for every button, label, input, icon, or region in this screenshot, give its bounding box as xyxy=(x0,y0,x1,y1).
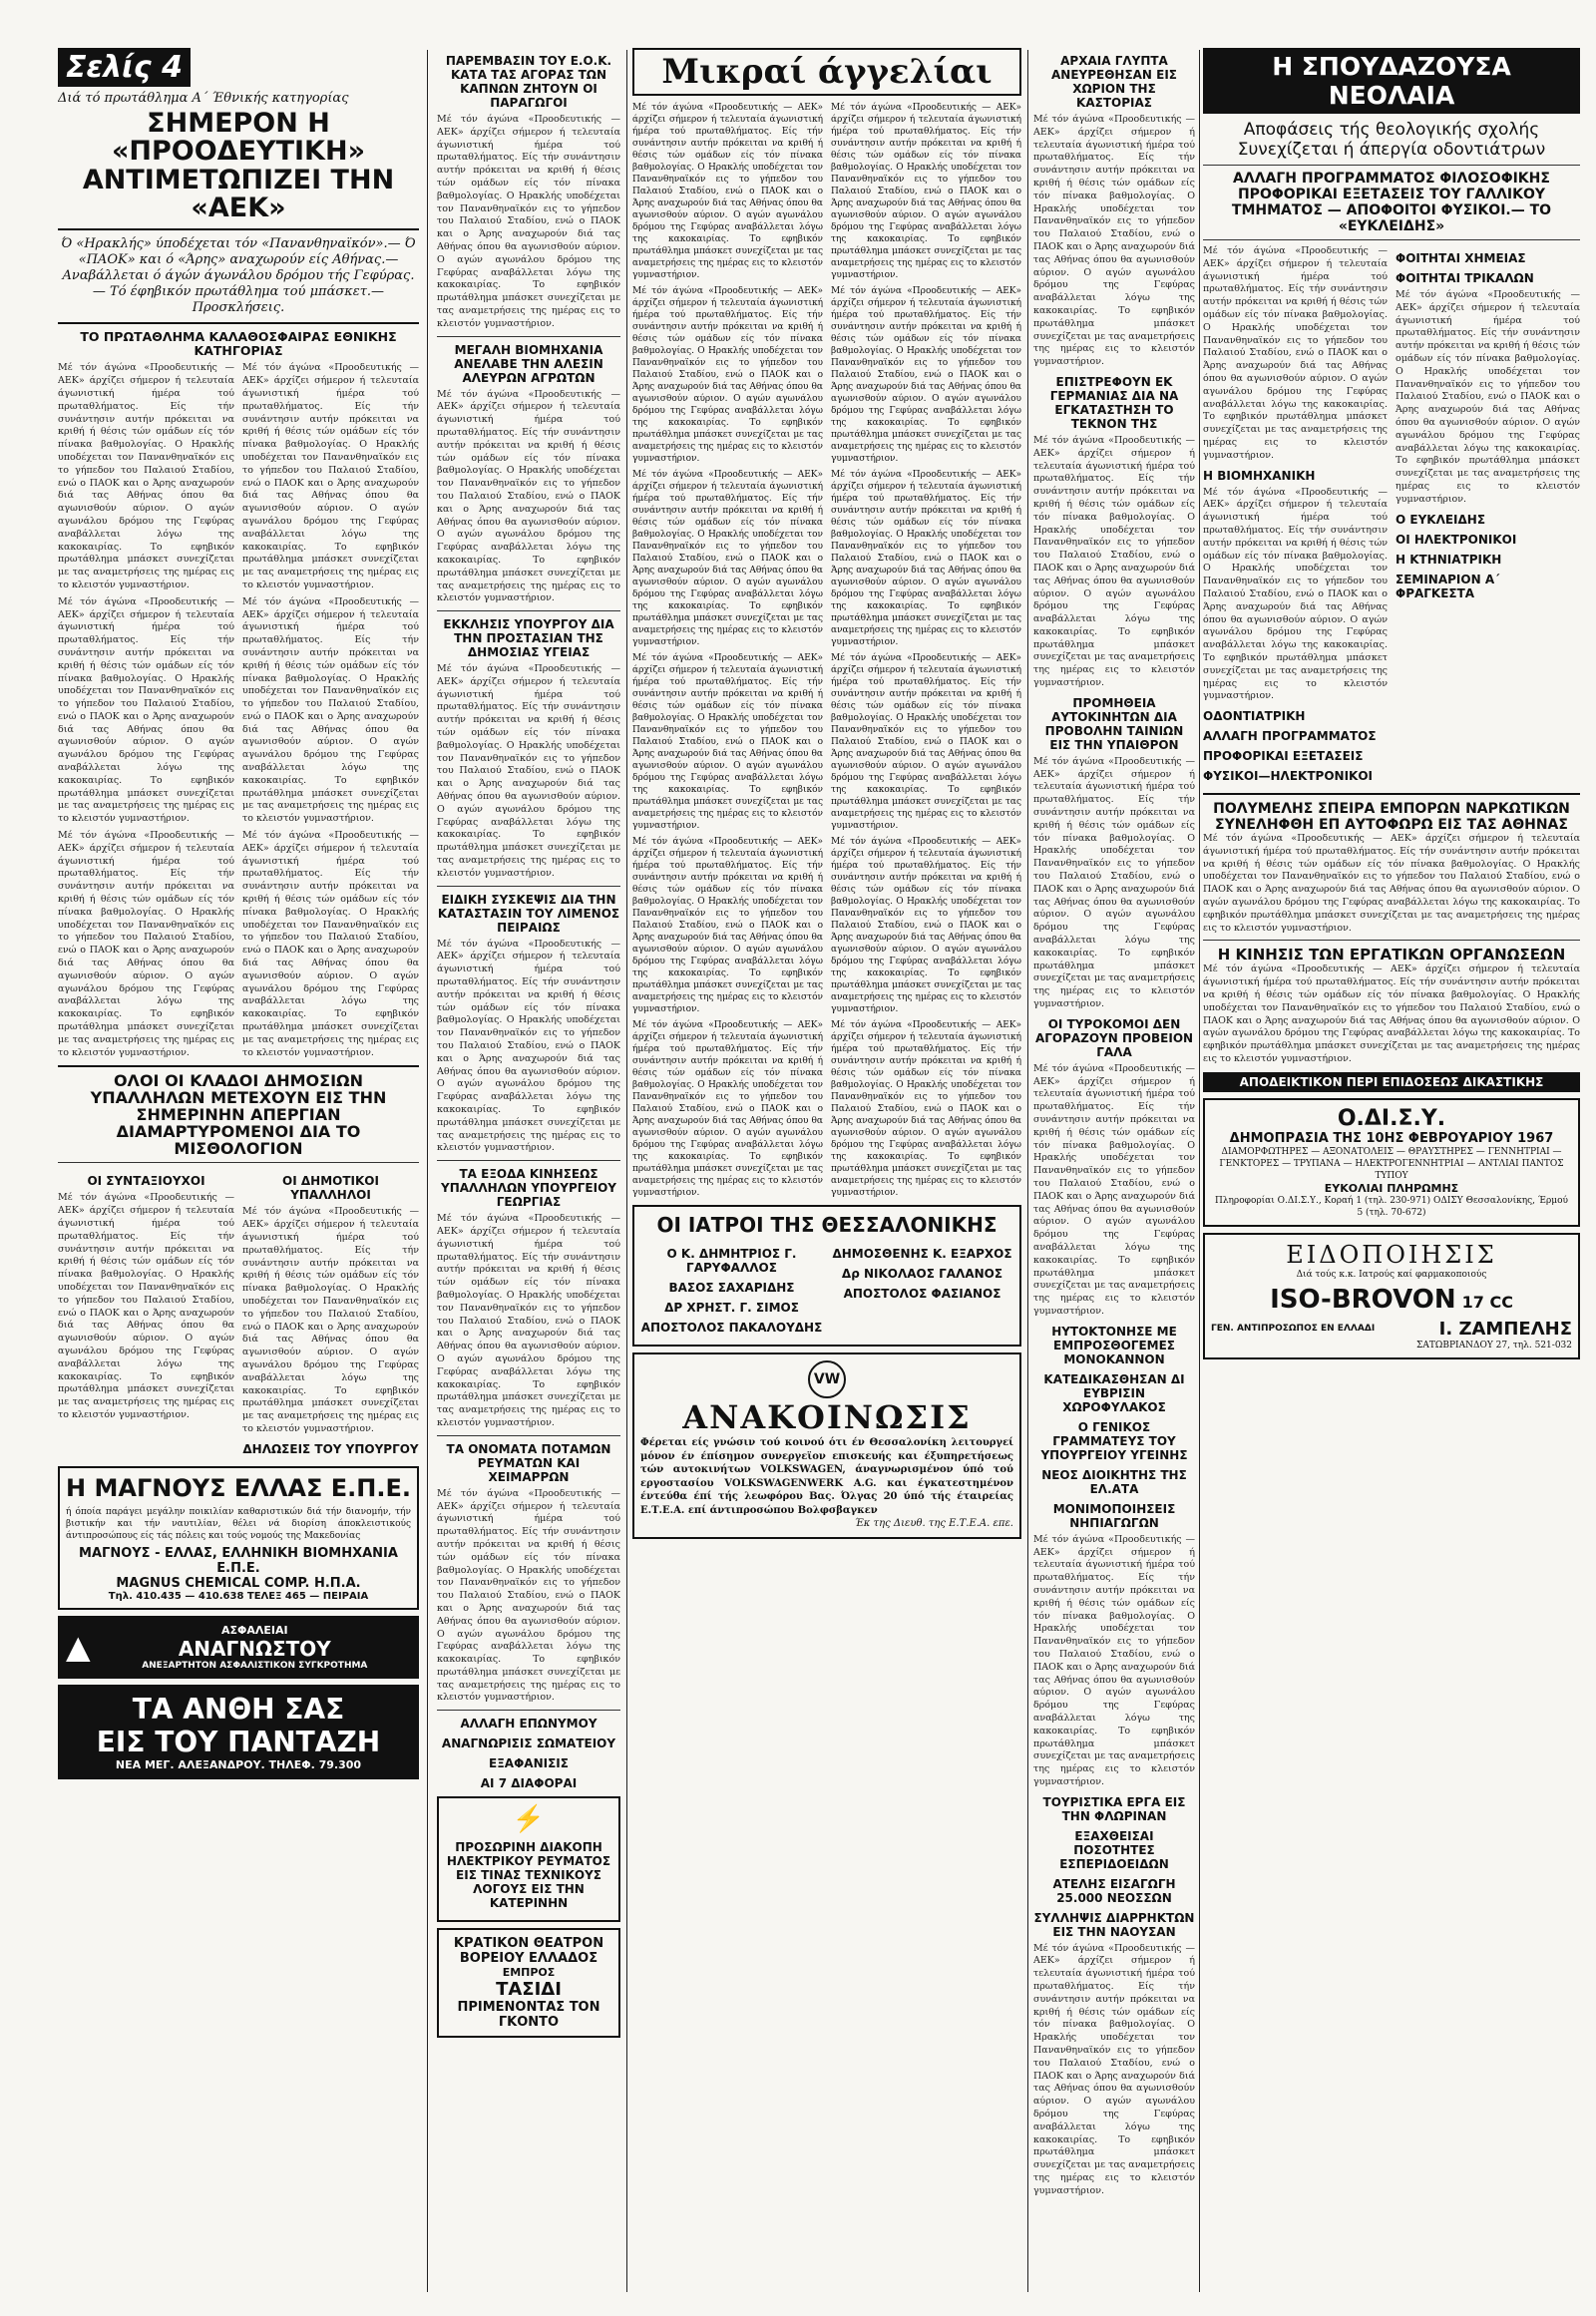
ad-sub: Διά τούς κ.κ. Ιατρούς καί φαρμακοποιούς xyxy=(1296,1269,1487,1280)
ad-line: MAGNUS CHEMICAL COMP. Η.Π.Α. xyxy=(116,1575,361,1591)
classified-text: Μέ τόν άγώνα «Προοδευτικής — ΑΕΚ» άρχίζει σήμερον ή τελευταία άγωνιστική ήμέρα τού πρωταθλήματος. Είς τήν συνάντησιν αυτήν πρόκειται να κριθή ή θέσις τών ομάδων είς τόν πίνακα βαθμολογίας. Ο Ηρακλής υποδέχεται τον Πανανθηναϊκόν εις το γήπεδον του Παλαιού Σταδίου, ενώ ο ΠΑΟΚ και ο Άρης αναχωρούν διά τας Αθήνας όπου θα αγωνισθούν αύριον. Ο αγών αγωνάλου δρόμου της Γεφύρας αναβάλλεται λόγω της κακοκαιρίας. Το εφηβικόν πρωτάθλημα μπάσκετ συνεχίζεται με τας αναμετρήσεις της ημέρας εις το κλειστόν γυμναστήριον. xyxy=(632,103,823,280)
triangle-icon: ▲ xyxy=(66,1628,91,1667)
flowers-ad xyxy=(58,1685,419,1779)
classified-text: Μέ τόν άγώνα «Προοδευτικής — ΑΕΚ» άρχίζει σήμερον ή τελευταία άγωνιστική ήμέρα τού πρωταθλήματος. Είς τήν συνάντησιν αυτήν πρόκειται να κριθή ή θέσις τών ομάδων είς τόν πίνακα βαθμολογίας. Ο Ηρακλής υποδέχεται τον Πανανθηναϊκόν εις το γήπεδον του Παλαιού Σταδίου, ενώ ο ΠΑΟΚ και ο Άρης αναχωρούν διά τας Αθήνας όπου θα αγωνισθούν αύριον. Ο αγών αγωνάλου δρόμου της Γεφύρας αναβάλλεται λόγω της κακοκαιρίας. Το εφηβικόν πρωτάθλημα μπάσκετ συνεχίζεται με τας αναμετρήσεις της ημέρας εις το κλειστόν γυμναστήριον. xyxy=(831,837,1021,1014)
news-headline: Συνεχίζεται ή άπεργία οδοντιάτρων xyxy=(1237,140,1546,160)
news-headline: ΤΑ ΟΝΟΜΑΤΑ ΠΟΤΑΜΩΝ ΡΕΥΜΑΤΩΝ ΚΑΙ ΧΕΙΜΑΡΡΩΝ xyxy=(446,1441,611,1484)
article-text: Μέ τόν άγώνα «Προοδευτικής — ΑΕΚ» άρχίζει σήμερον ή τελευταία άγωνιστική ήμέρα τού πρωταθλήματος. Είς τήν συνάντησιν αυτήν πρόκειται να κριθή ή θέσις τών ομάδων είς τόν πίνακα βαθμολογίας. Ο Ηρακλής υποδέχεται τον Πανανθηναϊκόν εις το γήπεδον του Παλαιού Σταδίου, ενώ ο ΠΑΟΚ και ο Άρης αναχωρούν διά τας Αθήνας όπου θα αγωνισθούν αύριον. Ο αγών αγωνάλου δρόμου της Γεφύρας αναβάλλεται λόγω της κακοκαιρίας. Το εφηβικόν πρωτάθλημα μπάσκετ συνεχίζεται με τας αναμετρήσεις της ημέρας εις το κλειστόν γυμναστήριον. xyxy=(1203,833,1580,934)
power-notice xyxy=(437,1796,620,1922)
doctor-name: ΑΠΟΣΤΟΛΟΣ ΦΑΣΙΑΝΟΣ xyxy=(843,1287,1001,1301)
doctor-name: ΒΑΣΟΣ ΣΑΧΑΡΙΔΗΣ xyxy=(668,1281,795,1295)
classified-text: Μέ τόν άγώνα «Προοδευτικής — ΑΕΚ» άρχίζει σήμερον ή τελευταία άγωνιστική ήμέρα τού πρωταθλήματος. Είς τήν συνάντησιν αυτήν πρόκειται να κριθή ή θέσις τών ομάδων είς τόν πίνακα βαθμολογίας. Ο Ηρακλής υποδέχεται τον Πανανθηναϊκόν εις το γήπεδον του Παλαιού Σταδίου, ενώ ο ΠΑΟΚ και ο Άρης αναχωρούν διά τας Αθήνας όπου θα αγωνισθούν αύριον. Ο αγών αγωνάλου δρόμου της Γεφύρας αναβάλλεται λόγω της κακοκαιρίας. Το εφηβικόν πρωτάθλημα μπάσκετ συνεχίζεται με τας αναμετρήσεις της ημέρας εις το κλειστόν γυμναστήριον. xyxy=(831,286,1021,464)
brand-size: 17 CC xyxy=(1461,1292,1513,1312)
article-text: Μέ τόν άγώνα «Προοδευτικής — ΑΕΚ» άρχίζει σήμερον ή τελευταία άγωνιστική ήμέρα τού πρωταθλήματος. Είς τήν συνάντησιν αυτήν πρόκειται να κριθή ή θέσις τών ομάδων είς τόν πίνακα βαθμολογίας. Ο Ηρακλής υποδέχεται τον Πανανθηναϊκόν εις το γήπεδον του Παλαιού Σταδίου, ενώ ο ΠΑΟΚ και ο Άρης αναχωρούν διά τας Αθήνας όπου θα αγωνισθούν αύριον. Ο αγών αγωνάλου δρόμου της Γεφύρας αναβάλλεται λόγω της κακοκαιρίας. Το εφηβικόν πρωτάθλημα μπάσκετ συνεχίζεται με τας αναμετρήσεις της ημέρας εις το κλειστόν γυμναστήριον. xyxy=(1033,1062,1195,1317)
notice-title: ΑΝΑΚΟΙΝΩΣΙΣ xyxy=(682,1398,972,1436)
ad-title: ΚΡΑΤΙΚΟΝ ΘΕΑΤΡΟΝ ΒΟΡΕΙΟΥ ΕΛΛΑΔΟΣ xyxy=(453,1936,604,1967)
article-text: Μέ τόν άγώνα «Προοδευτικής — ΑΕΚ» άρχίζει σήμερον ή τελευταία άγωνιστική ήμέρα τού πρωταθλήματος. Είς τήν συνάντησιν αυτήν πρόκειται να κριθή ή θέσις τών ομάδων είς τόν πίνακα βαθμολογίας. Ο Ηρακλής υποδέχεται τον Πανανθηναϊκόν εις το γήπεδον του Παλαιού Σταδίου, ενώ ο ΠΑΟΚ και ο Άρης αναχωρούν διά τας Αθήνας όπου θα αγωνισθούν αύριον. Ο αγών αγωνάλου δρόμου της Γεφύρας αναβάλλεται λόγω της κακοκαιρίας. Το εφηβικόν πρωτάθλημα μπάσκετ συνεχίζεται με τας αναμετρήσεις της ημέρας εις το κλειστόν γυμναστήριον. xyxy=(58,595,234,825)
article-text: Μέ τόν άγώνα «Προοδευτικής — ΑΕΚ» άρχίζει σήμερον ή τελευταία άγωνιστική ήμέρα τού πρωταθλήματος. Είς τήν συνάντησιν αυτήν πρόκειται να κριθή ή θέσις τών ομάδων είς τόν πίνακα βαθμολογίας. Ο Ηρακλής υποδέχεται τον Πανανθηναϊκόν εις το γήπεδον του Παλαιού Σταδίου, ενώ ο ΠΑΟΚ και ο Άρης αναχωρούν διά τας Αθήνας όπου θα αγωνισθούν αύριον. Ο αγών αγωνάλου δρόμου της Γεφύρας αναβάλλεται λόγω της κακοκαιρίας. Το εφηβικόν πρωτάθλημα μπάσκετ συνεχίζεται με τας αναμετρήσεις της ημέρας εις το κλειστόν γυμναστήριον. xyxy=(1033,1942,1195,2196)
ad-foot: ΕΥΚΟΛΙΑΙ ΠΛΗΡΩΜΗΣ xyxy=(1324,1181,1459,1195)
article-text: Μέ τόν άγώνα «Προοδευτικής — ΑΕΚ» άρχίζει σήμερον ή τελευταία άγωνιστική ήμέρα τού πρωταθλήματος. Είς τήν συνάντησιν αυτήν πρόκειται να κριθή ή θέσις τών ομάδων είς τόν πίνακα βαθμολογίας. Ο Ηρακλής υποδέχεται τον Πανανθηναϊκόν εις το γήπεδον του Παλαιού Σταδίου, ενώ ο ΠΑΟΚ και ο Άρης αναχωρούν διά τας Αθήνας όπου θα αγωνισθούν αύριον. Ο αγών αγωνάλου δρόμου της Γεφύρας αναβάλλεται λόγω της κακοκαιρίας. Το εφηβικόν πρωτάθλημα μπάσκετ συνεχίζεται με τας αναμετρήσεις της ημέρας εις το κλειστόν γυμναστήριον. xyxy=(1203,964,1580,1065)
column-sports xyxy=(58,48,419,2296)
doctor-name: Δρ ΝΙΚΟΛΑΟΣ ΓΑΛΑΝΟΣ xyxy=(841,1267,1003,1281)
agent-name: Ι. ΖΑΜΠΕΛΗΣ xyxy=(1438,1318,1572,1340)
news-headline: ΜΕΓΑΛΗ ΒΙΟΜΗΧΑΝΙΑ ΑΝΕΛΑΒΕ ΤΗΝ ΑΛΕΣΙΝ ΑΛΕΥΡΩΝ ΑΓΡΩΤΩΝ xyxy=(454,342,603,385)
subheading: ΟΙ ΗΛΕΚΤΡΟΝΙΚΟΙ xyxy=(1396,532,1517,547)
news-headline: Ο ΓΕΝΙΚΟΣ ΓΡΑΜΜΑΤΕΥΣ ΤΟΥ ΥΠΟΥΡΓΕΙΟΥ ΥΓΕΙΝΗΣ xyxy=(1040,1419,1188,1462)
subheading: ΟΙ ΣΥΝΤΑΞΙΟΥΧΟΙ xyxy=(87,1174,205,1189)
iso-brovon-ad xyxy=(1203,1233,1580,1359)
article-text: Μέ τόν άγώνα «Προοδευτικής — ΑΕΚ» άρχίζει σήμερον ή τελευταία άγωνιστική ήμέρα τού πρωταθλήματος. Είς τήν συνάντησιν αυτήν πρόκειται να κριθή ή θέσις τών ομάδων είς τόν πίνακα βαθμολογίας. Ο Ηρακλής υποδέχεται τον Πανανθηναϊκόν εις το γήπεδον του Παλαιού Σταδίου, ενώ ο ΠΑΟΚ και ο Άρης αναχωρούν διά τας Αθήνας όπου θα αγωνισθούν αύριον. Ο αγών αγωνάλου δρόμου της Γεφύρας αναβάλλεται λόγω της κακοκαιρίας. Το εφηβικόν πρωτάθλημα μπάσκετ συνεχίζεται με τας αναμετρήσεις της ημέρας εις το κλειστόν γυμναστήριον. xyxy=(242,830,419,1058)
subheading: ΦΥΣΙΚΟΙ—ΗΛΕΚΤΡΟΝΙΚΟΙ xyxy=(1203,769,1373,784)
brand-name: ISO-BROVON xyxy=(1270,1284,1456,1315)
theatre-ad xyxy=(437,1928,620,2038)
article-text: Μέ τόν άγώνα «Προοδευτικής — ΑΕΚ» άρχίζει σήμερον ή τελευταία άγωνιστική ήμέρα τού πρωταθλήματος. Είς τήν συνάντησιν αυτήν πρόκειται να κριθή ή θέσις τών ομάδων είς τόν πίνακα βαθμολογίας. Ο Ηρακλής υποδέχεται τον Πανανθηναϊκόν εις το γήπεδον του Παλαιού Σταδίου, ενώ ο ΠΑΟΚ και ο Άρης αναχωρούν διά τας Αθήνας όπου θα αγωνισθούν αύριον. Ο αγών αγωνάλου δρόμου της Γεφύρας αναβάλλεται λόγω της κακοκαιρίας. Το εφηβικόν πρωτάθλημα μπάσκετ συνεχίζεται με τας αναμετρήσεις της ημέρας εις το κλειστόν γυμναστήριον. xyxy=(437,114,620,329)
lightning-icon: ⚡ xyxy=(512,1804,546,1835)
subheading: Ο ΕΥΚΛΕΙΔΗΣ xyxy=(1396,512,1486,527)
classified-text: Μέ τόν άγώνα «Προοδευτικής — ΑΕΚ» άρχίζει σήμερον ή τελευταία άγωνιστική ήμέρα τού πρωταθλήματος. Είς τήν συνάντησιν αυτήν πρόκειται να κριθή ή θέσις τών ομάδων είς τόν πίνακα βαθμολογίας. Ο Ηρακλής υποδέχεται τον Πανανθηναϊκόν εις το γήπεδον του Παλαιού Σταδίου, ενώ ο ΠΑΟΚ και ο Άρης αναχωρούν διά τας Αθήνας όπου θα αγωνισθούν αύριον. Ο αγών αγωνάλου δρόμου της Γεφύρας αναβάλλεται λόγω της κακοκαιρίας. Το εφηβικόν πρωτάθλημα μπάσκετ συνεχίζεται με τας αναμετρήσεις της ημέρας εις το κλειστόν γυμναστήριον. xyxy=(831,653,1021,831)
ad-label: ΑΣΦΑΛΕΙΑΙ xyxy=(220,1623,288,1637)
classified-text: Μέ τόν άγώνα «Προοδευτικής — ΑΕΚ» άρχίζει σήμερον ή τελευταία άγωνιστική ήμέρα τού πρωταθλήματος. Είς τήν συνάντησιν αυτήν πρόκειται να κριθή ή θέσις τών ομάδων είς τόν πίνακα βαθμολογίας. Ο Ηρακλής υποδέχεται τον Πανανθηναϊκόν εις το γήπεδον του Παλαιού Σταδίου, ενώ ο ΠΑΟΚ και ο Άρης αναχωρούν διά τας Αθήνας όπου θα αγωνισθούν αύριον. Ο αγών αγωνάλου δρόμου της Γεφύρας αναβάλλεται λόγω της κακοκαιρίας. Το εφηβικόν πρωτάθλημα μπάσκετ συνεχίζεται με τας αναμετρήσεις της ημέρας εις το κλειστόν γυμναστήριον. xyxy=(831,470,1021,647)
ad-sub: ΔΗΜΟΠΡΑΣΙΑ ΤΗΣ 10ΗΣ ΦΕΒΡΟΥΑΡΙΟΥ 1967 xyxy=(1229,1130,1554,1146)
ad-title: ΕΙΣ ΤΟΥ ΠΑΝΤΑΖΗ xyxy=(96,1725,381,1758)
article-text: Μέ τόν άγώνα «Προοδευτικής — ΑΕΚ» άρχίζει σήμερον ή τελευταία άγωνιστική ήμέρα τού πρωταθλήματος. Είς τήν συνάντησιν αυτήν πρόκειται να κριθή ή θέσις τών ομάδων είς τόν πίνακα βαθμολογίας. Ο Ηρακλής υποδέχεται τον Πανανθηναϊκόν εις το γήπεδον του Παλαιού Σταδίου, ενώ ο ΠΑΟΚ και ο Άρης αναχωρούν διά τας Αθήνας όπου θα αγωνισθούν αύριον. Ο αγών αγωνάλου δρόμου της Γεφύρας αναβάλλεται λόγω της κακοκαιρίας. Το εφηβικόν πρωτάθλημα μπάσκετ συνεχίζεται με τας αναμετρήσεις της ημέρας εις το κλειστόν γυμναστήριον. xyxy=(437,388,620,604)
ad-premiere: ΠΡΙΜΕΝΟΝΤΑΣ ΤΟΝ ΓΚΟΝΤΟ xyxy=(457,2000,600,2031)
news-headline: ΠΑΡΕΜΒΑΣΙΝ ΤΟΥ Ε.Ο.Κ. ΚΑΤΑ ΤΑΣ ΑΓΟΡΑΣ ΤΩΝ ΚΑΠΝΩΝ ΖΗΤΟΥΝ ΟΙ ΠΑΡΑΓΩΓΟΙ xyxy=(445,54,612,110)
news-headline: ΕΙΔΙΚΗ ΣΥΣΚΕΨΙΣ ΔΙΑ ΤΗΝ ΚΑΤΑΣΤΑΣΙΝ ΤΟΥ ΛΙΜΕΝΟΣ ΠΕΙΡΑΙΩΣ xyxy=(437,892,620,935)
news-headline: ΑΙ 7 ΔΙΑΦΟΡΑΙ xyxy=(480,1776,578,1791)
subheading: ΠΡΟΦΟΡΙΚΑΙ ΕΞΕΤΑΣΕΙΣ xyxy=(1203,749,1364,764)
subheading: Η ΒΙΟΜΗΧΑΝΙΚΗ xyxy=(1203,468,1316,483)
news-headline: ΑΛΛΑΓΗ ΕΠΩΝΥΜΟΥ xyxy=(460,1717,598,1732)
column-rule xyxy=(427,50,428,2292)
doctors-box xyxy=(632,1205,1021,1347)
ad-title: ΤΑ ΑΝΘΗ ΣΑΣ xyxy=(132,1692,345,1726)
news-headline: ΑΛΛΑΓΗ ΠΡΟΓΡΑΜΜΑΤΟΣ ΦΙΛΟΣΟΦΙΚΗΣ ΠΡΟΦΟΡΙΚΑΙ ΕΞΕΤΑΣΕΙΣ ΤΟΥ ΓΑΛΛΙΚΟΥ ΤΜΗΜΑΤΟΣ — ΑΠΟΦΟΙΤΟΙ ΦΥΣΙΚΟΙ.— ΤΟ «ΕΥΚΛΕΙΔΗΣ» xyxy=(1231,171,1552,234)
doctor-name: ΔΗΜΟΣΘΕΝΗΣ Κ. ΕΞΑΡΧΟΣ xyxy=(832,1247,1012,1261)
news-headline: ΕΠΙΣΤΡΕΦΟΥΝ ΕΚ ΓΕΡΜΑΝΙΑΣ ΔΙΑ ΝΑ ΕΓΚΑΤΑΣΤΗΣΗ ΤΟ ΤΕΚΝΟΝ ΤΗΣ xyxy=(1049,374,1179,431)
news-headline: ΟΙ ΤΥΡΟΚΟΜΟΙ ΔΕΝ ΑΓΟΡΑΖΟΥΝ ΠΡΟΒΕΙΟΝ ΓΑΛΑ xyxy=(1034,1016,1194,1059)
magnus-ad xyxy=(58,1466,419,1610)
news-headline: ΚΑΤΕΔΙΚΑΣΘΗΣΑΝ ΔΙ ΕΥΒΡΙΣΙΝ ΧΩΡΟΦΥΛΑΚΟΣ xyxy=(1043,1371,1185,1414)
article-text: Μέ τόν άγώνα «Προοδευτικής — ΑΕΚ» άρχίζει σήμερον ή τελευταία άγωνιστική ήμέρα τού πρωταθλήματος. Είς τήν συνάντησιν αυτήν πρόκειται να κριθή ή θέσις τών ομάδων είς τόν πίνακα βαθμολογίας. Ο Ηρακλής υποδέχεται τον Πανανθηναϊκόν εις το γήπεδον του Παλαιού Σταδίου, ενώ ο ΠΑΟΚ και ο Άρης αναχωρούν διά τας Αθήνας όπου θα αγωνισθούν αύριον. Ο αγών αγωνάλου δρόμου της Γεφύρας αναβάλλεται λόγω της κακοκαιρίας. Το εφηβικόν πρωτάθλημα μπάσκετ συνεχίζεται με τας αναμετρήσεις της ημέρας εις το κλειστόν γυμναστήριον. xyxy=(58,830,234,1058)
classified-text: Μέ τόν άγώνα «Προοδευτικής — ΑΕΚ» άρχίζει σήμερον ή τελευταία άγωνιστική ήμέρα τού πρωταθλήματος. Είς τήν συνάντησιν αυτήν πρόκειται να κριθή ή θέσις τών ομάδων είς τόν πίνακα βαθμολογίας. Ο Ηρακλής υποδέχεται τον Πανανθηναϊκόν εις το γήπεδον του Παλαιού Σταδίου, ενώ ο ΠΑΟΚ και ο Άρης αναχωρούν διά τας Αθήνας όπου θα αγωνισθούν αύριον. Ο αγών αγωνάλου δρόμου της Γεφύρας αναβάλλεται λόγω της κακοκαιρίας. Το εφηβικόν πρωτάθλημα μπάσκετ συνεχίζεται με τας αναμετρήσεις της ημέρας εις το κλειστόν γυμναστήριον. xyxy=(632,1020,823,1198)
main-headline: ΣΗΜΕΡΟΝ Η «ΠΡΟΟΔΕΥΤΙΚΗ» ΑΝΤΙΜΕΤΩΠΙΖΕΙ ΤΗΝ «ΑΕΚ» xyxy=(82,108,395,224)
news-headline: ΑΠΟΔΕΙΚΤΙΚΟΝ ΠΕΡΙ ΕΠΙΔΟΣΕΩΣ ΔΙΚΑΣΤΙΚΗΣ xyxy=(1203,1072,1580,1092)
ad-title: ΑΝΑΓΝΩΣΤΟΥ xyxy=(178,1636,331,1661)
odisy-ad xyxy=(1203,1098,1580,1227)
news-headline: ΕΞΑΧΘΕΙΣΑΙ ΠΟΣΟΤΗΤΕΣ ΕΣΠΕΡΙΔΟΕΙΔΩΝ xyxy=(1059,1828,1169,1871)
news-headline: ΤΑ ΕΞΟΔΑ ΚΙΝΗΣΕΩΣ ΥΠΑΛΛΗΛΩΝ ΥΠΟΥΡΓΕΙΟΥ ΓΕΩΡΓΙΑΣ xyxy=(441,1167,616,1210)
classified-text: Μέ τόν άγώνα «Προοδευτικής — ΑΕΚ» άρχίζει σήμερον ή τελευταία άγωνιστική ήμέρα τού πρωταθλήματος. Είς τήν συνάντησιν αυτήν πρόκειται να κριθή ή θέσις τών ομάδων είς τόν πίνακα βαθμολογίας. Ο Ηρακλής υποδέχεται τον Πανανθηναϊκόν εις το γήπεδον του Παλαιού Σταδίου, ενώ ο ΠΑΟΚ και ο Άρης αναχωρούν διά τας Αθήνας όπου θα αγωνισθούν αύριον. Ο αγών αγωνάλου δρόμου της Γεφύρας αναβάλλεται λόγω της κακοκαιρίας. Το εφηβικόν πρωτάθλημα μπάσκετ συνεχίζεται με τας αναμετρήσεις της ημέρας εις το κλειστόν γυμναστήριον. xyxy=(632,470,823,647)
article-text: Μέ τόν άγώνα «Προοδευτικής — ΑΕΚ» άρχίζει σήμερον ή τελευταία άγωνιστική ήμέρα τού πρωταθλήματος. Είς τήν συνάντησιν αυτήν πρόκειται να κριθή ή θέσις τών ομάδων είς τόν πίνακα βαθμολογίας. Ο Ηρακλής υποδέχεται τον Πανανθηναϊκόν εις το γήπεδον του Παλαιού Σταδίου, ενώ ο ΠΑΟΚ και ο Άρης αναχωρούν διά τας Αθήνας όπου θα αγωνισθούν αύριον. Ο αγών αγωνάλου δρόμου της Γεφύρας αναβάλλεται λόγω της κακοκαιρίας. Το εφηβικόν πρωτάθλημα μπάσκετ συνεχίζεται με τας αναμετρήσεις της ημέρας εις το κλειστόν γυμναστήριον. xyxy=(1203,245,1388,461)
column-rule xyxy=(1199,50,1200,2292)
ad-sub: ΑΝΕΞΑΡΤΗΤΟΝ ΑΣΦΑΛΙΣΤΙΚΟΝ ΣΥΓΚΡΟΤΗΜΑ xyxy=(142,1660,368,1671)
ad-title: Ο.ΔΙ.Σ.Υ. xyxy=(1337,1105,1446,1131)
column-rule xyxy=(1027,50,1028,2292)
ad-line: ΜΑΓΝΟΥΣ - ΕΛΛΑΣ, ΕΛΛΗΝΙΚΗ ΒΙΟΜΗΧΑΝΙΑ Ε.Π.Ε. xyxy=(79,1545,398,1576)
ad-play: ΤΑΣΙΔΙ xyxy=(496,1979,562,2001)
classified-text: Μέ τόν άγώνα «Προοδευτικής — ΑΕΚ» άρχίζει σήμερον ή τελευταία άγωνιστική ήμέρα τού πρωταθλήματος. Είς τήν συνάντησιν αυτήν πρόκειται να κριθή ή θέσις τών ομάδων είς τόν πίνακα βαθμολογίας. Ο Ηρακλής υποδέχεται τον Πανανθηναϊκόν εις το γήπεδον του Παλαιού Σταδίου, ενώ ο ΠΑΟΚ και ο Άρης αναχωρούν διά τας Αθήνας όπου θα αγωνισθούν αύριον. Ο αγών αγωνάλου δρόμου της Γεφύρας αναβάλλεται λόγω της κακοκαιρίας. Το εφηβικόν πρωτάθλημα μπάσκετ συνεχίζεται με τας αναμετρήσεις της ημέρας εις το κλειστόν γυμναστήριον. xyxy=(632,286,823,464)
article-text: Μέ τόν άγώνα «Προοδευτικής — ΑΕΚ» άρχίζει σήμερον ή τελευταία άγωνιστική ήμέρα τού πρωταθλήματος. Είς τήν συνάντησιν αυτήν πρόκειται να κριθή ή θέσις τών ομάδων είς τόν πίνακα βαθμολογίας. Ο Ηρακλής υποδέχεται τον Πανανθηναϊκόν εις το γήπεδον του Παλαιού Σταδίου, ενώ ο ΠΑΟΚ και ο Άρης αναχωρούν διά τας Αθήνας όπου θα αγωνισθούν αύριον. Ο αγών αγωνάλου δρόμου της Γεφύρας αναβάλλεται λόγω της κακοκαιρίας. Το εφηβικόν πρωτάθλημα μπάσκετ συνεχίζεται με τας αναμετρήσεις της ημέρας εις το κλειστόν γυμναστήριον. xyxy=(437,1487,620,1704)
subheading: ΣΕΜΙΝΑΡΙΟΝ Α΄ ΦΡΑΓΚΕΣΤΑ xyxy=(1396,572,1500,600)
subheading: ΦΟΙΤΗΤΑΙ ΧΗΜΕΙΑΣ xyxy=(1396,251,1526,265)
ad-title: ΕΙΔΟΠΟΙΗΣΙΣ xyxy=(1286,1240,1497,1269)
article-text: Μέ τόν άγώνα «Προοδευτικής — ΑΕΚ» άρχίζει σήμερον ή τελευταία άγωνιστική ήμέρα τού πρωταθλήματος. Είς τήν συνάντησιν αυτήν πρόκειται να κριθή ή θέσις τών ομάδων είς τόν πίνακα βαθμολογίας. Ο Ηρακλής υποδέχεται τον Πανανθηναϊκόν εις το γήπεδον του Παλαιού Σταδίου, ενώ ο ΠΑΟΚ και ο Άρης αναχωρούν διά τας Αθήνας όπου θα αγωνισθούν αύριον. Ο αγών αγωνάλου δρόμου της Γεφύρας αναβάλλεται λόγω της κακοκαιρίας. Το εφηβικόν πρωτάθλημα μπάσκετ συνεχίζεται με τας αναμετρήσεις της ημέρας εις το κλειστόν γυμναστήριον. xyxy=(1396,289,1580,505)
article-text: Μέ τόν άγώνα «Προοδευτικής — ΑΕΚ» άρχίζει σήμερον ή τελευταία άγωνιστική ήμέρα τού πρωταθλήματος. Είς τήν συνάντησιν αυτήν πρόκειται να κριθή ή θέσις τών ομάδων είς τόν πίνακα βαθμολογίας. Ο Ηρακλής υποδέχεται τον Πανανθηναϊκόν εις το γήπεδον του Παλαιού Σταδίου, ενώ ο ΠΑΟΚ και ο Άρης αναχωρούν διά τας Αθήνας όπου θα αγωνισθούν αύριον. Ο αγών αγωνάλου δρόμου της Γεφύρας αναβάλλεται λόγω της κακοκαιρίας. Το εφηβικόν πρωτάθλημα μπάσκετ συνεχίζεται με τας αναμετρήσεις της ημέρας εις το κλειστόν γυμναστήριον. xyxy=(242,1206,419,1434)
news-headline: Η ΚΙΝΗΣΙΣ ΤΩΝ ΕΡΓΑΤΙΚΩΝ ΟΡΓΑΝΩΣΕΩΝ xyxy=(1217,946,1566,965)
section-heading: ΤΟ ΠΡΩΤΑΘΛΗΜΑ ΚΑΛΑΘΟΣΦΑΙΡΑΣ ΕΘΝΙΚΗΣ ΚΑΤΗΓΟΡΙΑΣ xyxy=(80,329,397,359)
column-rule xyxy=(626,50,627,2292)
article-text: Μέ τόν άγώνα «Προοδευτικής — ΑΕΚ» άρχίζει σήμερον ή τελευταία άγωνιστική ήμέρα τού πρωταθλήματος. Είς τήν συνάντησιν αυτήν πρόκειται να κριθή ή θέσις τών ομάδων είς τόν πίνακα βαθμολογίας. Ο Ηρακλής υποδέχεται τον Πανανθηναϊκόν εις το γήπεδον του Παλαιού Σταδίου, ενώ ο ΠΑΟΚ και ο Άρης αναχωρούν διά τας Αθήνας όπου θα αγωνισθούν αύριον. Ο αγών αγωνάλου δρόμου της Γεφύρας αναβάλλεται λόγω της κακοκαιρίας. Το εφηβικόν πρωτάθλημα μπάσκετ συνεχίζεται με τας αναμετρήσεις της ημέρας εις το κλειστόν γυμναστήριον. xyxy=(1203,486,1388,702)
classified-text: Μέ τόν άγώνα «Προοδευτικής — ΑΕΚ» άρχίζει σήμερον ή τελευταία άγωνιστική ήμέρα τού πρωταθλήματος. Είς τήν συνάντησιν αυτήν πρόκειται να κριθή ή θέσις τών ομάδων είς τόν πίνακα βαθμολογίας. Ο Ηρακλής υποδέχεται τον Πανανθηναϊκόν εις το γήπεδον του Παλαιού Σταδίου, ενώ ο ΠΑΟΚ και ο Άρης αναχωρούν διά τας Αθήνας όπου θα αγωνισθούν αύριον. Ο αγών αγωνάλου δρόμου της Γεφύρας αναβάλλεται λόγω της κακοκαιρίας. Το εφηβικόν πρωτάθλημα μπάσκετ συνεχίζεται με τας αναμετρήσεις της ημέρας εις το κλειστόν γυμναστήριον. xyxy=(632,653,823,831)
article-text: Μέ τόν άγώνα «Προοδευτικής — ΑΕΚ» άρχίζει σήμερον ή τελευταία άγωνιστική ήμέρα τού πρωταθλήματος. Είς τήν συνάντησιν αυτήν πρόκειται να κριθή ή θέσις τών ομάδων είς τόν πίνακα βαθμολογίας. Ο Ηρακλής υποδέχεται τον Πανανθηναϊκόν εις το γήπεδον του Παλαιού Σταδίου, ενώ ο ΠΑΟΚ και ο Άρης αναχωρούν διά τας Αθήνας όπου θα αγωνισθούν αύριον. Ο αγών αγωνάλου δρόμου της Γεφύρας αναβάλλεται λόγω της κακοκαιρίας. Το εφηβικόν πρωτάθλημα μπάσκετ συνεχίζεται με τας αναμετρήσεις της ημέρας εις το κλειστόν γυμναστήριον. xyxy=(1033,755,1195,1010)
news-headline: ΣΥΛΛΗΨΙΣ ΔΙΑΡΡΗΚΤΩΝ ΕΙΣ ΤΗΝ ΝΑΟΥΣΑΝ xyxy=(1033,1910,1195,1939)
doctor-name: ΑΠΟΣΤΟΛΟΣ ΠΑΚΑΛΟΥΔΗΣ xyxy=(640,1321,823,1335)
subheading: ΑΛΛΑΓΗ ΠΡΟΓΡΑΜΜΑΤΟΣ xyxy=(1203,729,1377,744)
subheading: ΔΗΛΩΣΕΙΣ ΤΟΥ ΥΠΟΥΡΓΟΥ xyxy=(242,1441,419,1456)
column-regional xyxy=(1033,48,1195,2296)
page-number-label: Σελίς 4 xyxy=(58,48,191,87)
vw-notice xyxy=(632,1352,1021,1539)
article-text: Μέ τόν άγώνα «Προοδευτικής — ΑΕΚ» άρχίζει σήμερον ή τελευταία άγωνιστική ήμέρα τού πρωταθλήματος. Είς τήν συνάντησιν αυτήν πρόκειται να κριθή ή θέσις τών ομάδων είς τόν πίνακα βαθμολογίας. Ο Ηρακλής υποδέχεται τον Πανανθηναϊκόν εις το γήπεδον του Παλαιού Σταδίου, ενώ ο ΠΑΟΚ και ο Άρης αναχωρούν διά τας Αθήνας όπου θα αγωνισθούν αύριον. Ο αγών αγωνάλου δρόμου της Γεφύρας αναβάλλεται λόγω της κακοκαιρίας. Το εφηβικόν πρωτάθλημα μπάσκετ συνεχίζεται με τας αναμετρήσεις της ημέρας εις το κλειστόν γυμναστήριον. xyxy=(58,362,234,590)
news-headline: ΠΟΛΥΜΕΛΗΣ ΣΠΕΙΡΑ ΕΜΠΟΡΩΝ ΝΑΡΚΩΤΙΚΩΝ ΣΥΝΕΛΗΦΘΗ ΕΠ ΑΥΤΟΦΩΡΩ ΕΙΣ ΤΑΣ ΑΘΗΝΑΣ xyxy=(1213,801,1570,834)
ad-body: ή όποία παράγει μεγάλην ποικιλίαν καθαριστικών διά τήν διανομήν, τήν βιστικήν και τήν ναυτιλίαν, θέλει νά διορίση άποκλειστικούς άντιπροσώπους είς τάς πόλεις και τούς νομούς της Μακεδονίας xyxy=(66,1506,411,1541)
doctors-title: ΟΙ ΙΑΤΡΟΙ ΤΗΣ ΘΕΣΣΑΛΟΝΙΚΗΣ xyxy=(656,1213,998,1237)
news-headline: Αποφάσεις τής θεολογικής σχολής xyxy=(1243,120,1540,140)
subheading: ΟΙ ΔΗΜΟΤΙΚΟΙ ΥΠΑΛΛΗΛΟΙ xyxy=(282,1174,379,1203)
article-text: Μέ τόν άγώνα «Προοδευτικής — ΑΕΚ» άρχίζει σήμερον ή τελευταία άγωνιστική ήμέρα τού πρωταθλήματος. Είς τήν συνάντησιν αυτήν πρόκειται να κριθή ή θέσις τών ομάδων είς τόν πίνακα βαθμολογίας. Ο Ηρακλής υποδέχεται τον Πανανθηναϊκόν εις το γήπεδον του Παλαιού Σταδίου, ενώ ο ΠΑΟΚ και ο Άρης αναχωρούν διά τας Αθήνας όπου θα αγωνισθούν αύριον. Ο αγών αγωνάλου δρόμου της Γεφύρας αναβάλλεται λόγω της κακοκαιρίας. Το εφηβικόν πρωτάθλημα μπάσκετ συνεχίζεται με τας αναμετρήσεις της ημέρας εις το κλειστόν γυμναστήριον. xyxy=(242,362,419,590)
article-text: Μέ τόν άγώνα «Προοδευτικής — ΑΕΚ» άρχίζει σήμερον ή τελευταία άγωνιστική ήμέρα τού πρωταθλήματος. Είς τήν συνάντησιν αυτήν πρόκειται να κριθή ή θέσις τών ομάδων είς τόν πίνακα βαθμολογίας. Ο Ηρακλής υποδέχεται τον Πανανθηναϊκόν εις το γήπεδον του Παλαιού Σταδίου, ενώ ο ΠΑΟΚ και ο Άρης αναχωρούν διά τας Αθήνας όπου θα αγωνισθούν αύριον. Ο αγών αγωνάλου δρόμου της Γεφύρας αναβάλλεται λόγω της κακοκαιρίας. Το εφηβικόν πρωτάθλημα μπάσκετ συνεχίζεται με τας αναμετρήσεις της ημέρας εις το κλειστόν γυμναστήριον. xyxy=(242,595,419,825)
insurance-ad xyxy=(58,1616,419,1679)
subheading: Η ΚΤΗΝΙΑΤΡΙΚΗ xyxy=(1396,552,1502,567)
ad-address: ΝΕΑ ΜΕΓ. ΑΛΕΞΑΝΔΡΟΥ. ΤΗΛΕΦ. 79.300 xyxy=(115,1757,362,1771)
ad-info: Πληροφορίαι Ο.ΔΙ.Σ.Υ., Κοραή 1 (τηλ. 230-971) ΟΔΙΣΥ Θεσσαλονίκης, Έρμού 5 (τηλ. 70-672) xyxy=(1214,1195,1569,1218)
article-text: Μέ τόν άγώνα «Προοδευτικής — ΑΕΚ» άρχίζει σήμερον ή τελευταία άγωνιστική ήμέρα τού πρωταθλήματος. Είς τήν συνάντησιν αυτήν πρόκειται να κριθή ή θέσις τών ομάδων είς τόν πίνακα βαθμολογίας. Ο Ηρακλής υποδέχεται τον Πανανθηναϊκόν εις το γήπεδον του Παλαιού Σταδίου, ενώ ο ΠΑΟΚ και ο Άρης αναχωρούν διά τας Αθήνας όπου θα αγωνισθούν αύριον. Ο αγών αγωνάλου δρόμου της Γεφύρας αναβάλλεται λόγω της κακοκαιρίας. Το εφηβικόν πρωτάθλημα μπάσκετ συνεχίζεται με τας αναμετρήσεις της ημέρας εις το κλειστόν γυμναστήριον. xyxy=(437,938,620,1154)
news-headline: ΑΡΧΑΙΑ ΓΛΥΠΤΑ ΑΝΕΥΡΕΘΗΣΑΝ ΕΙΣ ΧΩΡΙΟΝ ΤΗΣ ΚΑΣΤΟΡΙΑΣ xyxy=(1050,54,1178,110)
doctor-name: ΔΡ ΧΡΗΣΤ. Γ. ΣΙΜΟΣ xyxy=(664,1301,799,1315)
vw-logo-icon: VW xyxy=(808,1360,846,1398)
column-news xyxy=(437,48,620,2296)
news-headline: ΗΥΤΟΚΤΟΝΗΣΕ ΜΕ ΕΜΠΡΟΣΘΟΓΕΜΕΣ ΜΟΝΟΚΑΝΝΟΝ xyxy=(1051,1324,1177,1366)
news-headline: ΤΟΥΡΙΣΤΙΚΑ ΕΡΓΑ ΕΙΣ ΤΗΝ ΦΛΩΡΙΝΑΝ xyxy=(1042,1794,1186,1823)
ad-title: Η ΜΑΓΝΟΥΣ ΕΛΛΑΣ Ε.Π.Ε. xyxy=(66,1473,411,1502)
news-headline: ΠΡΟΜΗΘΕΙΑ ΑΥΤΟΚΙΝΗΤΩΝ ΔΙΑ ΠΡΟΒΟΛΗΝ ΤΑΙΝΙΩΝ ΕΙΣ ΤΗΝ ΥΠΑΙΘΡΟΝ xyxy=(1044,695,1184,752)
notice-body: Φέρεται είς γνώσιν τού κοινού ότι έν Θεσσαλονίκη λειτουργεί μόνον έν έπίσημον συνεργεϊον επισκευής και έξυπηρετήσεως τών αυτοκινήτων VOLKSWAGEN, άναγνωρισμένον ύπό τού εργοστασίου VOLKSWAGENWERK A.G. και έγκατεστημένον έντεύθα έπί τής λεωφόρου Βας. Όλγας 20 ύπό τής έταιρείας Ε.Τ.Ε.Α. επί άντιπροσώπου Βολφσβαγκεν xyxy=(640,1437,1013,1516)
news-headline: ΕΚΚΛΗΣΙΣ ΥΠΟΥΡΓΟΥ ΔΙΑ ΤΗΝ ΠΡΟΣΤΑΣΙΑΝ ΤΗΣ ΔΗΜΟΣΙΑΣ ΥΓΕΙΑΣ xyxy=(443,617,614,660)
article-text: Μέ τόν άγώνα «Προοδευτικής — ΑΕΚ» άρχίζει σήμερον ή τελευταία άγωνιστική ήμέρα τού πρωταθλήματος. Είς τήν συνάντησιν αυτήν πρόκειται να κριθή ή θέσις τών ομάδων είς τόν πίνακα βαθμολογίας. Ο Ηρακλής υποδέχεται τον Πανανθηναϊκόν εις το γήπεδον του Παλαιού Σταδίου, ενώ ο ΠΑΟΚ και ο Άρης αναχωρούν διά τας Αθήνας όπου θα αγωνισθούν αύριον. Ο αγών αγωνάλου δρόμου της Γεφύρας αναβάλλεται λόγω της κακοκαιρίας. Το εφηβικόν πρωτάθλημα μπάσκετ συνεχίζεται με τας αναμετρήσεις της ημέρας εις το κλειστόν γυμναστήριον. xyxy=(437,663,620,879)
column-classifieds xyxy=(632,48,1021,2296)
article-text: Μέ τόν άγώνα «Προοδευτικής — ΑΕΚ» άρχίζει σήμερον ή τελευταία άγωνιστική ήμέρα τού πρωταθλήματος. Είς τήν συνάντησιν αυτήν πρόκειται να κριθή ή θέσις τών ομάδων είς τόν πίνακα βαθμολογίας. Ο Ηρακλής υποδέχεται τον Πανανθηναϊκόν εις το γήπεδον του Παλαιού Σταδίου, ενώ ο ΠΑΟΚ και ο Άρης αναχωρούν διά τας Αθήνας όπου θα αγωνισθούν αύριον. Ο αγών αγωνάλου δρόμου της Γεφύρας αναβάλλεται λόγω της κακοκαιρίας. Το εφηβικόν πρωτάθλημα μπάσκετ συνεχίζεται με τας αναμετρήσεις της ημέρας εις το κλειστόν γυμναστήριον. xyxy=(1033,114,1195,368)
classified-text: Μέ τόν άγώνα «Προοδευτικής — ΑΕΚ» άρχίζει σήμερον ή τελευταία άγωνιστική ήμέρα τού πρωταθλήματος. Είς τήν συνάντησιν αυτήν πρόκειται να κριθή ή θέσις τών ομάδων είς τόν πίνακα βαθμολογίας. Ο Ηρακλής υποδέχεται τον Πανανθηναϊκόν εις το γήπεδον του Παλαιού Σταδίου, ενώ ο ΠΑΟΚ και ο Άρης αναχωρούν διά τας Αθήνας όπου θα αγωνισθούν αύριον. Ο αγών αγωνάλου δρόμου της Γεφύρας αναβάλλεται λόγω της κακοκαιρίας. Το εφηβικόν πρωτάθλημα μπάσκετ συνεχίζεται με τας αναμετρήσεις της ημέρας εις το κλειστόν γυμναστήριον. xyxy=(831,103,1021,280)
article-text: Μέ τόν άγώνα «Προοδευτικής — ΑΕΚ» άρχίζει σήμερον ή τελευταία άγωνιστική ήμέρα τού πρωταθλήματος. Είς τήν συνάντησιν αυτήν πρόκειται να κριθή ή θέσις τών ομάδων είς τόν πίνακα βαθμολογίας. Ο Ηρακλής υποδέχεται τον Πανανθηναϊκόν εις το γήπεδον του Παλαιού Σταδίου, ενώ ο ΠΑΟΚ και ο Άρης αναχωρούν διά τας Αθήνας όπου θα αγωνισθούν αύριον. Ο αγών αγωνάλου δρόμου της Γεφύρας αναβάλλεται λόγω της κακοκαιρίας. Το εφηβικόν πρωτάθλημα μπάσκετ συνεχίζεται με τας αναμετρήσεις της ημέρας εις το κλειστόν γυμναστήριον. xyxy=(437,1213,620,1428)
article-text: Μέ τόν άγώνα «Προοδευτικής — ΑΕΚ» άρχίζει σήμερον ή τελευταία άγωνιστική ήμέρα τού πρωταθλήματος. Είς τήν συνάντησιν αυτήν πρόκειται να κριθή ή θέσις τών ομάδων είς τόν πίνακα βαθμολογίας. Ο Ηρακλής υποδέχεται τον Πανανθηναϊκόν εις το γήπεδον του Παλαιού Σταδίου, ενώ ο ΠΑΟΚ και ο Άρης αναχωρούν διά τας Αθήνας όπου θα αγωνισθούν αύριον. Ο αγών αγωνάλου δρόμου της Γεφύρας αναβάλλεται λόγω της κακοκαιρίας. Το εφηβικόν πρωτάθλημα μπάσκετ συνεχίζεται με τας αναμετρήσεις της ημέρας εις το κλειστόν γυμναστήριον. xyxy=(1033,434,1195,689)
article-text: Μέ τόν άγώνα «Προοδευτικής — ΑΕΚ» άρχίζει σήμερον ή τελευταία άγωνιστική ήμέρα τού πρωταθλήματος. Είς τήν συνάντησιν αυτήν πρόκειται να κριθή ή θέσις τών ομάδων είς τόν πίνακα βαθμολογίας. Ο Ηρακλής υποδέχεται τον Πανανθηναϊκόν εις το γήπεδον του Παλαιού Σταδίου, ενώ ο ΠΑΟΚ και ο Άρης αναχωρούν διά τας Αθήνας όπου θα αγωνισθούν αύριον. Ο αγών αγωνάλου δρόμου της Γεφύρας αναβάλλεται λόγω της κακοκαιρίας. Το εφηβικόν πρωτάθλημα μπάσκετ συνεχίζεται με τας αναμετρήσεις της ημέρας εις το κλειστόν γυμναστήριον. xyxy=(1033,1533,1195,1787)
ad-address: Τηλ. 410.435 — 410.638 ΤΕΛΕΞ 465 — ΠΕΙΡΑΙΑ xyxy=(108,1590,369,1602)
strike-headline: ΟΛΟΙ ΟΙ ΚΛΑΔΟΙ ΔΗΜΟΣΙΩΝ ΥΠΑΛΛΗΛΩΝ ΜΕΤΕΧΟΥΝ ΕΙΣ ΤΗΝ ΣΗΜΕΡΙΝΗΝ ΑΠΕΡΓΙΑΝ ΔΙΑΜΑΡΤΥΡΟΜΕΝΟΙ ΔΙΑ ΤΟ ΜΙΣΘΟΛΟΓΙΟΝ xyxy=(90,1071,387,1158)
ad-body: ΔΙΑΜΟΡΦΩΤΗΡΕΣ — ΑΞΟΝΑΤΟΛΕΙΣ — ΘΡΑΥΣΤΗΡΕΣ — ΓΕΝΝΗΤΡΙΑΙ — ΓΕΝΚΤΟΡΕΣ — ΤΡΥΠΑΝΑ — ΗΛΕΚΤΡΟΓΕΝΝΗΤΡΙΑΙ — ΑΝΤΛΙΑΙ ΠΑΝΤΟΣ ΤΥΠΟΥ xyxy=(1219,1146,1564,1181)
notice-signature: Έκ της Διευθ. της Ε.Τ.Ε.Α. επε. xyxy=(854,1518,1013,1529)
article-text: Μέ τόν άγώνα «Προοδευτικής — ΑΕΚ» άρχίζει σήμερον ή τελευταία άγωνιστική ήμέρα τού πρωταθλήματος. Είς τήν συνάντησιν αυτήν πρόκειται να κριθή ή θέσις τών ομάδων είς τόν πίνακα βαθμολογίας. Ο Ηρακλής υποδέχεται τον Πανανθηναϊκόν εις το γήπεδον του Παλαιού Σταδίου, ενώ ο ΠΑΟΚ και ο Άρης αναχωρούν διά τας Αθήνας όπου θα αγωνισθούν αύριον. Ο αγών αγωνάλου δρόμου της Γεφύρας αναβάλλεται λόγω της κακοκαιρίας. Το εφηβικόν πρωτάθλημα μπάσκετ συνεχίζεται με τας αναμετρήσεις της ημέρας εις το κλειστόν γυμναστήριον. xyxy=(58,1192,234,1420)
news-headline: ΑΝΑΓΝΩΡΙΣΙΣ ΣΩΜΑΤΕΙΟΥ xyxy=(441,1737,616,1751)
ad-venue: ΕΜΠΡΟΣ xyxy=(502,1966,556,1980)
subheading: ΟΔΟΝΤΙΑΤΡΙΚΗ xyxy=(1203,709,1306,724)
classified-text: Μέ τόν άγώνα «Προοδευτικής — ΑΕΚ» άρχίζει σήμερον ή τελευταία άγωνιστική ήμέρα τού πρωταθλήματος. Είς τήν συνάντησιν αυτήν πρόκειται να κριθή ή θέσις τών ομάδων είς τόν πίνακα βαθμολογίας. Ο Ηρακλής υποδέχεται τον Πανανθηναϊκόν εις το γήπεδον του Παλαιού Σταδίου, ενώ ο ΠΑΟΚ και ο Άρης αναχωρούν διά τας Αθήνας όπου θα αγωνισθούν αύριον. Ο αγών αγωνάλου δρόμου της Γεφύρας αναβάλλεται λόγω της κακοκαιρίας. Το εφηβικόν πρωτάθλημα μπάσκετ συνεχίζεται με τας αναμετρήσεις της ημέρας εις το κλειστόν γυμναστήριον. xyxy=(831,1020,1021,1198)
agent-label: ΓΕΝ. ΑΝΤΙΠΡΟΣΩΠΟΣ ΕΝ ΕΛΛΑΔΙ xyxy=(1211,1324,1376,1335)
section-banner: Η ΣΠΟΥΔΑΖΟΥΣΑ ΝΕΟΛΑΙΑ xyxy=(1203,48,1580,114)
news-headline: ΜΟΝΙΜΟΠΟΙΗΣΕΙΣ ΝΗΠΙΑΓΩΓΩΝ xyxy=(1052,1501,1176,1530)
classified-text: Μέ τόν άγώνα «Προοδευτικής — ΑΕΚ» άρχίζει σήμερον ή τελευταία άγωνιστική ήμέρα τού πρωταθλήματος. Είς τήν συνάντησιν αυτήν πρόκειται να κριθή ή θέσις τών ομάδων είς τόν πίνακα βαθμολογίας. Ο Ηρακλής υποδέχεται τον Πανανθηναϊκόν εις το γήπεδον του Παλαιού Σταδίου, ενώ ο ΠΑΟΚ και ο Άρης αναχωρούν διά τας Αθήνας όπου θα αγωνισθούν αύριον. Ο αγών αγωνάλου δρόμου της Γεφύρας αναβάλλεται λόγω της κακοκαιρίας. Το εφηβικόν πρωτάθλημα μπάσκετ συνεχίζεται με τας αναμετρήσεις της ημέρας εις το κλειστόν γυμναστήριον. xyxy=(632,837,823,1014)
agent-address: ΣΑΤΩΒΡΙΑΝΔΟΥ 27, τηλ. 521-032 xyxy=(1416,1340,1572,1351)
subhead: Ό «Ηρακλής» ύποδέχεται τόν «Πανανθηναϊκόν».— Ό «ΠΑΟΚ» και ό «Άρης» αναχωρούν είς Αθήνας.— Αναβάλλεται ό άγών άγωνάλου δρόμου τής Γεφύρας.— Τό έφηβικόν πρωτάθλημα τού μπάσκετ.— Προσκλήσεις. xyxy=(61,236,416,316)
news-headline: ΕΞΑΦΑΝΙΣΙΣ xyxy=(489,1756,569,1771)
subheading: ΦΟΙΤΗΤΑΙ ΤΡΙΚΑΛΩΝ xyxy=(1396,271,1534,285)
kicker: Διά τό πρωτάθλημα Α΄ Έθνικής κατηγορίας xyxy=(58,91,349,106)
classifieds-title: Μικραί άγγελίαι xyxy=(632,48,1021,96)
news-headline: ΑΤΕΛΗΣ ΕΙΣΑΓΩΓΗ 25.000 ΝΕΟΣΣΩΝ xyxy=(1052,1876,1176,1905)
news-headline: ΝΕΟΣ ΔΙΟΙΚΗΤΗΣ ΤΗΣ ΕΛ.ΑΤΑ xyxy=(1041,1467,1187,1496)
column-youth xyxy=(1203,48,1580,2296)
notice-title: ΠΡΟΣΩΡΙΝΗ ΔΙΑΚΟΠΗ ΗΛΕΚΤΡΙΚΟΥ ΡΕΥΜΑΤΟΣ ΕΙΣ ΤΙΝΑΣ ΤΕΧΝΙΚΟΥΣ ΛΟΓΟΥΣ ΕΙΣ ΤΗΝ ΚΑΤΕΡΙΝΗΝ xyxy=(446,1840,611,1911)
doctor-name: Ο Κ. ΔΗΜΗΤΡΙΟΣ Γ. ΓΑΡΥΦΑΛΛΟΣ xyxy=(666,1247,797,1275)
